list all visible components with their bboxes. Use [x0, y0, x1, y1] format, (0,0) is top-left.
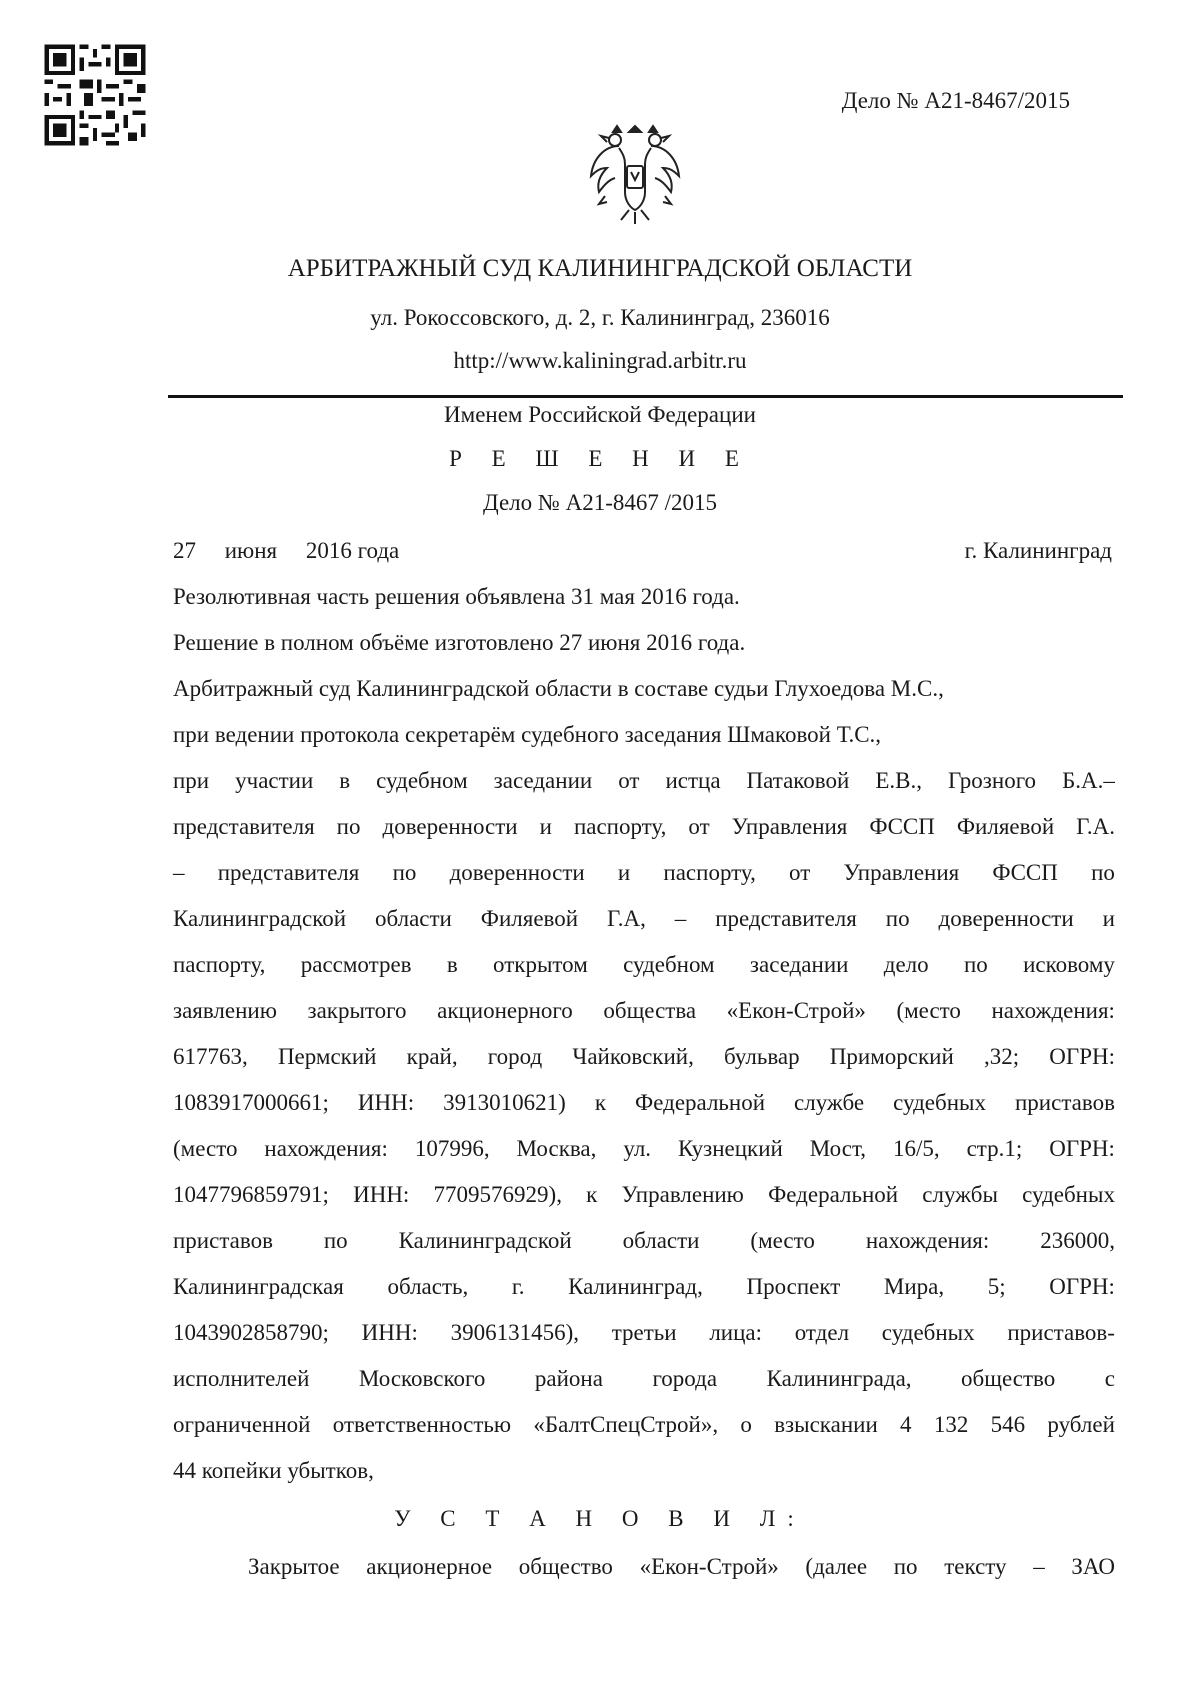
word: представителя — [173, 814, 315, 839]
word: заявлению — [173, 998, 277, 1023]
word: Б.А.– — [1062, 768, 1115, 793]
word: Калининград, — [568, 1274, 703, 1299]
word: закрытого — [307, 998, 407, 1023]
body-line-last: 44 копейки убытков, — [173, 1458, 374, 1483]
word: 546 — [990, 1412, 1026, 1437]
word: 1043902858790; — [173, 1320, 329, 1345]
word: Филяевой — [480, 906, 579, 931]
word: Чайковский, — [572, 1044, 694, 1069]
established-heading: У С Т А Н О В И Л: — [394, 1506, 806, 1531]
word: участии — [235, 768, 314, 793]
word: (далее — [805, 1554, 868, 1579]
word: город — [487, 1044, 543, 1069]
decision-heading: Р Е Ш Е Н И Е — [449, 446, 751, 471]
word: ФССП — [992, 860, 1058, 885]
decision-date — [173, 538, 399, 564]
word: акционерного — [437, 998, 573, 1023]
word: – — [674, 906, 687, 931]
word: (место — [750, 1228, 815, 1253]
word: Приморский — [829, 1044, 954, 1069]
word: (место — [173, 1136, 238, 1161]
word: ответственностью — [332, 1412, 512, 1437]
word: Московского — [358, 1366, 486, 1391]
word: взыскании — [774, 1412, 878, 1437]
body-line: при ведении протокола секретарём судебного заседания Шмаковой Т.С., — [173, 722, 882, 747]
word: и — [1102, 906, 1115, 931]
body-line — [173, 1090, 1115, 1116]
body-line — [173, 814, 1115, 840]
word: истца — [665, 768, 721, 793]
word: заседании — [493, 768, 593, 793]
word: судебных — [881, 1320, 975, 1345]
word: ЗАО — [1071, 1554, 1115, 1579]
word: акционерное — [366, 1554, 493, 1579]
word: нахождения: — [264, 1136, 388, 1161]
word: и — [539, 814, 552, 839]
body-line — [173, 1136, 1115, 1162]
word: города — [652, 1366, 718, 1391]
word: по — [392, 860, 417, 885]
word: Федеральной — [768, 1182, 899, 1207]
word: приставов — [1015, 1090, 1115, 1115]
word: общества — [603, 998, 697, 1023]
word: тексту — [944, 1554, 1007, 1579]
word: Патаковой — [746, 768, 850, 793]
word: г. — [511, 1274, 525, 1299]
word: доверенности — [938, 906, 1074, 931]
word: (место — [896, 998, 961, 1023]
word: службы — [922, 1182, 998, 1207]
word: паспорту, — [173, 952, 266, 977]
word: общество — [961, 1366, 1056, 1391]
word: стр.1; — [966, 1136, 1023, 1161]
body-line — [173, 768, 1115, 794]
word: – — [1033, 1554, 1045, 1579]
body-line — [173, 1412, 1115, 1438]
in-the-name-heading: Именем Российской Федерации — [444, 402, 756, 427]
word: ИНН: — [353, 1182, 410, 1207]
word: при — [173, 768, 210, 793]
word: Кузнецкий — [678, 1136, 783, 1161]
word: ИНН: — [361, 1320, 418, 1345]
word: доверенности — [449, 860, 585, 885]
word: от — [688, 814, 710, 839]
court-address: ул. Рокоссовского, д. 2, г. Калининград, 236016 — [370, 305, 830, 330]
word: 1047796859791; — [173, 1182, 329, 1207]
word: Мост, — [809, 1136, 867, 1161]
body-line — [173, 1044, 1115, 1070]
word: Е.В., — [875, 768, 922, 793]
word: общество — [518, 1554, 613, 1579]
body-line — [173, 998, 1115, 1024]
word: области — [622, 1228, 700, 1253]
word: Калининградской — [398, 1228, 572, 1253]
word: Г.А. — [1076, 814, 1115, 839]
word: 236000, — [1040, 1228, 1115, 1253]
word: ограниченной — [173, 1412, 311, 1437]
word: в — [446, 952, 458, 977]
word: Москва, — [516, 1136, 597, 1161]
body-line — [173, 952, 1115, 978]
word: Калининграда, — [766, 1366, 912, 1391]
word: 5; — [987, 1274, 1006, 1299]
word: «Екон-Строй» — [726, 998, 866, 1023]
word: Управления — [843, 860, 960, 885]
word: нахождения: — [865, 1228, 990, 1253]
word: ОГРН: — [1049, 1044, 1115, 1069]
court-website: http://www.kaliningrad.arbitr.ru — [453, 348, 747, 373]
word: по — [963, 952, 988, 977]
body-line — [173, 906, 1115, 932]
word: исполнителей — [173, 1366, 310, 1391]
word: области — [374, 906, 452, 931]
word: рублей — [1047, 1412, 1115, 1437]
date-year: 2016 года — [305, 538, 400, 563]
word: – — [173, 860, 185, 885]
word: ИНН: — [357, 1090, 415, 1115]
word: исковому — [1023, 952, 1115, 977]
word: третьи — [611, 1320, 677, 1345]
word: от — [789, 860, 811, 885]
decision-city: г. Калининград — [964, 538, 1112, 563]
word: дело — [883, 952, 929, 977]
word: к — [586, 1182, 598, 1207]
word: Управлению — [621, 1182, 744, 1207]
word: Грозного — [947, 768, 1037, 793]
body-line — [173, 860, 1115, 886]
word: Закрытое — [248, 1554, 340, 1579]
word: 107996, — [414, 1136, 490, 1161]
word: судебном — [376, 768, 468, 793]
word: ул. — [623, 1136, 652, 1161]
word: 4 — [900, 1412, 912, 1437]
qr-code — [40, 40, 150, 150]
word: область, — [387, 1274, 469, 1299]
date-month: июня — [224, 538, 278, 563]
coat-of-arms-icon — [585, 118, 685, 230]
word: бульвар — [724, 1044, 800, 1069]
word: паспорту, — [573, 814, 667, 839]
word: судебных — [1022, 1182, 1115, 1207]
word: представителя — [217, 860, 360, 885]
body-line: Арбитражный суд Калининградской области в составе судьи Глухоедова М.С., — [173, 676, 944, 701]
body-line — [173, 1366, 1115, 1392]
word: край, — [406, 1044, 458, 1069]
date-day: 27 — [173, 538, 196, 563]
word: по — [323, 1228, 348, 1253]
word: доверенности — [382, 814, 518, 839]
resolution-announced: Резолютивная часть решения объявлена 31 мая 2016 года. — [173, 584, 740, 609]
body-line — [173, 1320, 1115, 1346]
word: «БалтСпецСтрой», — [533, 1412, 719, 1437]
word: Г.А, — [607, 906, 646, 931]
word: Проспект — [746, 1274, 841, 1299]
word: паспорту, — [663, 860, 756, 885]
word: района — [534, 1366, 603, 1391]
word: Калининградская — [173, 1274, 344, 1299]
court-name: АРБИТРАЖНЫЙ СУД КАЛИНИНГРАДСКОЙ ОБЛАСТИ — [287, 255, 913, 282]
body-line — [173, 1228, 1115, 1254]
header-divider — [168, 395, 1123, 398]
word: ОГРН: — [1049, 1136, 1115, 1161]
word: лица: — [709, 1320, 763, 1345]
word: Управления — [731, 814, 848, 839]
word: 3913010621) — [443, 1090, 566, 1115]
word: 1083917000661; — [173, 1090, 329, 1115]
word: открытом — [493, 952, 588, 977]
word: нахождения: — [991, 998, 1115, 1023]
word: 3906131456), — [450, 1320, 579, 1345]
word: представителя — [715, 906, 857, 931]
word: Филяевой — [956, 814, 1055, 839]
case-number-top: Дело № А21-8467/2015 — [841, 88, 1070, 113]
word: Пермский — [277, 1044, 377, 1069]
word: приставов — [173, 1228, 273, 1253]
word: отдел — [794, 1320, 850, 1345]
word: 7709576929), — [433, 1182, 562, 1207]
word: по — [1091, 860, 1115, 885]
word: к — [594, 1090, 607, 1115]
word: Федеральной — [635, 1090, 766, 1115]
word: Мира, — [883, 1274, 945, 1299]
word: «Екон-Строй» — [639, 1554, 779, 1579]
word: приставов- — [1007, 1320, 1115, 1345]
word: 617763, — [173, 1044, 248, 1069]
decision-made: Решение в полном объёме изготовлено 27 июня 2016 года. — [173, 630, 746, 655]
word: Калининградской — [173, 906, 347, 931]
word: службе — [794, 1090, 865, 1115]
word: судебном — [623, 952, 715, 977]
word: и — [617, 860, 631, 885]
body-line — [173, 1274, 1115, 1300]
word: по — [893, 1554, 918, 1579]
word: по — [336, 814, 361, 839]
word: в — [339, 768, 351, 793]
word: ФССП — [869, 814, 935, 839]
body-line — [173, 1182, 1115, 1208]
word: судебных — [893, 1090, 986, 1115]
word: ОГРН: — [1049, 1274, 1115, 1299]
word: с — [1104, 1366, 1115, 1391]
paragraph-start — [248, 1554, 1115, 1580]
word: ,32; — [983, 1044, 1020, 1069]
word: заседании — [749, 952, 849, 977]
word: 132 — [933, 1412, 969, 1437]
case-number: Дело № А21-8467 /2015 — [482, 490, 717, 515]
word: от — [618, 768, 640, 793]
word: по — [885, 906, 910, 931]
word: о — [740, 1412, 752, 1437]
word: рассмотрев — [300, 952, 412, 977]
word: 16/5, — [892, 1136, 940, 1161]
